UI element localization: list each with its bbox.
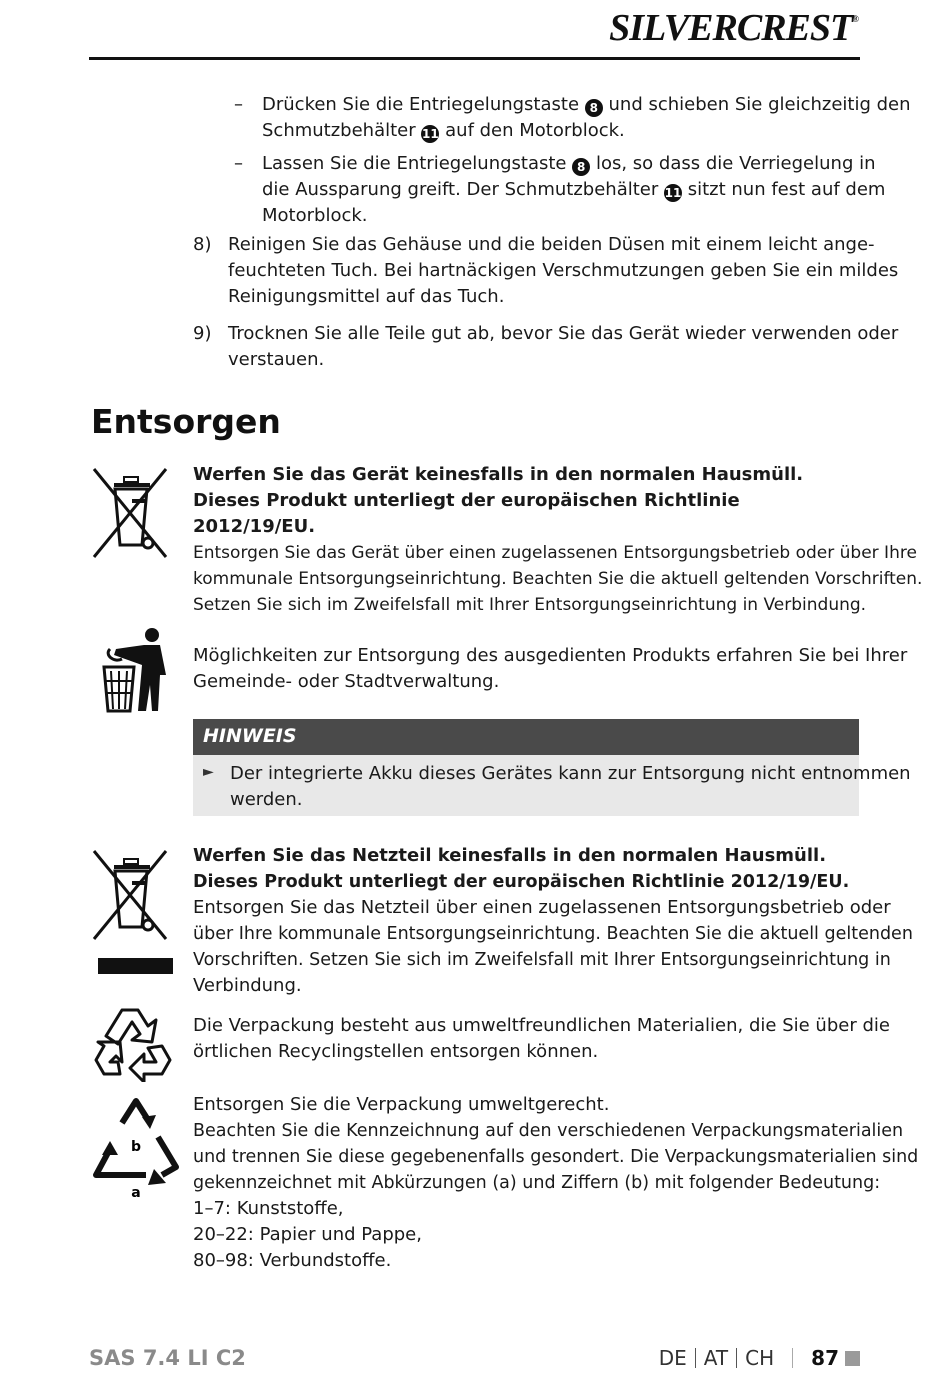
block5-line1: Entsorgen Sie die Verpackung umweltgerecht. [193,1094,610,1115]
section-title: Entsorgen [91,402,281,441]
block1-bold-line2: Dieses Produkt unterliegt der europäischen Richtlinie [193,490,740,511]
block3-bold-line1: Werfen Sie das Netzteil keinesfalls in den normalen Hausmüll. [193,845,827,866]
block1-line1: Entsorgen Sie das Gerät über einen zugelassenen Entsorgungsbetrieb oder über Ihre [193,543,917,563]
block4-line1: Die Verpackung besteht aus umweltfreundlichen Materialien, die Sie über die [193,1015,890,1036]
block3-line2: über Ihre kommunale Entsorgungseinrichtung. Beachten Sie die aktuell geltenden [193,924,913,944]
dash-bullet: – [234,153,243,174]
material-code-a: a [131,1185,141,1201]
callout-8-icon: 8 [585,99,603,117]
footer-lang-de: DE [658,1346,687,1370]
material-code-icon [88,1093,184,1203]
substep-2-line1: Lassen Sie die Entriegelungstaste 8 los, so dass die Verriegelung in [262,153,876,174]
block5-line3: und trennen Sie diese gegebenenfalls gesondert. Die Verpackungsmaterialien sind [193,1147,919,1167]
arrow-bullet-icon: ► [203,764,214,780]
note-title: HINWEIS [203,725,297,747]
footer-model: SAS 7.4 LI C2 [89,1346,246,1370]
step-8-number: 8) [193,234,212,255]
block1-line2: kommunale Entsorgungseinrichtung. Beachten Sie die aktuell geltenden Vorschriften. [193,569,923,589]
footer-nav [659,1346,860,1370]
recycling-icon [92,1000,178,1082]
callout-11-icon: 11 [422,127,439,141]
callout-8-icon: 8 [572,158,590,176]
block3-line1: Entsorgen Sie das Netzteil über einen zugelassenen Entsorgungsbetrieb oder [193,897,891,918]
block5-line2: Beachten Sie die Kennzeichnung auf den verschiedenen Verpackungsmaterialien [193,1121,904,1141]
material-code-b: b [130,1139,142,1155]
block1-line3: Setzen Sie sich im Zweifelsfall mit Ihrer Entsorgungseinrichtung in Verbindung. [193,595,867,615]
tidyman-icon [100,625,172,715]
block5-line6: 20–22: Papier und Pappe, [193,1224,422,1245]
crossed-bin-icon [90,847,170,943]
step-8-line2: feuchteten Tuch. Bei hartnäckigen Verschmutzungen geben Sie ein mildes [228,260,899,281]
note-line2: werden. [230,789,303,810]
crossed-bin-icon [90,465,170,561]
substep-2-line3: Motorblock. [262,205,368,226]
block3-bold-line2: Dieses Produkt unterliegt der europäischen Richtlinie 2012/19/EU. [193,872,850,892]
block1-bold-line3: 2012/19/EU. [193,516,316,537]
block2-line2: Gemeinde- oder Stadtverwaltung. [193,671,500,692]
block5-line5: 1–7: Kunststoffe, [193,1198,344,1219]
footer-divider [736,1348,737,1368]
header-rule [89,57,860,60]
note-body [193,755,911,816]
step-9-number: 9) [193,323,212,344]
page-number: 87 [811,1346,839,1370]
page-marker-icon [845,1351,860,1366]
substep-2-line2: die Aussparung greift. Der Schmutzbehälter 11 sitzt nun fest auf dem [262,179,886,200]
dash-bullet: – [234,94,243,115]
step-8-line3: Reinigungsmittel auf das Tuch. [228,286,505,307]
block5-line7: 80–98: Verbundstoffe. [193,1250,392,1271]
step-9-line1: Trocknen Sie alle Teile gut ab, bevor Sie das Gerät wieder verwenden oder [228,323,899,344]
note-header [193,719,859,755]
substep-1-line2: Schmutzbehälter 11 auf den Motorblock. [262,120,625,141]
footer-divider [695,1348,696,1368]
weee-bar-icon [98,958,173,974]
brand-logo: SILVERCREST® [609,7,858,49]
footer-lang-ch: CH [745,1346,775,1370]
block3-line3: Vorschriften. Setzen Sie sich im Zweifelsfall mit Ihrer Entsorgungseinrichtung in [193,950,891,970]
block4-line2: örtlichen Recyclingstellen entsorgen können. [193,1041,599,1062]
callout-11-icon: 11 [664,186,682,200]
block1-bold-line1: Werfen Sie das Gerät keinesfalls in den normalen Hausmüll. [193,464,804,485]
note-line1: Der integrierte Akku dieses Gerätes kann zur Entsorgung nicht entnommen [230,763,911,784]
step-8-line1: Reinigen Sie das Gehäuse und die beiden Düsen mit einem leicht ange- [228,234,875,255]
block2-line1: Möglichkeiten zur Entsorgung des ausgedienten Produkts erfahren Sie bei Ihrer [193,645,908,666]
substep-1-line1: Drücken Sie die Entriegelungstaste 8 und schieben Sie gleichzeitig den [262,94,911,115]
block3-line4: Verbindung. [193,975,302,996]
footer-lang-at: AT [703,1346,729,1370]
footer-divider [792,1348,793,1368]
step-9-line2: verstauen. [228,349,325,370]
block5-line4: gekennzeichnet mit Abkürzungen (a) und Ziffern (b) mit folgender Bedeutung: [193,1173,881,1193]
